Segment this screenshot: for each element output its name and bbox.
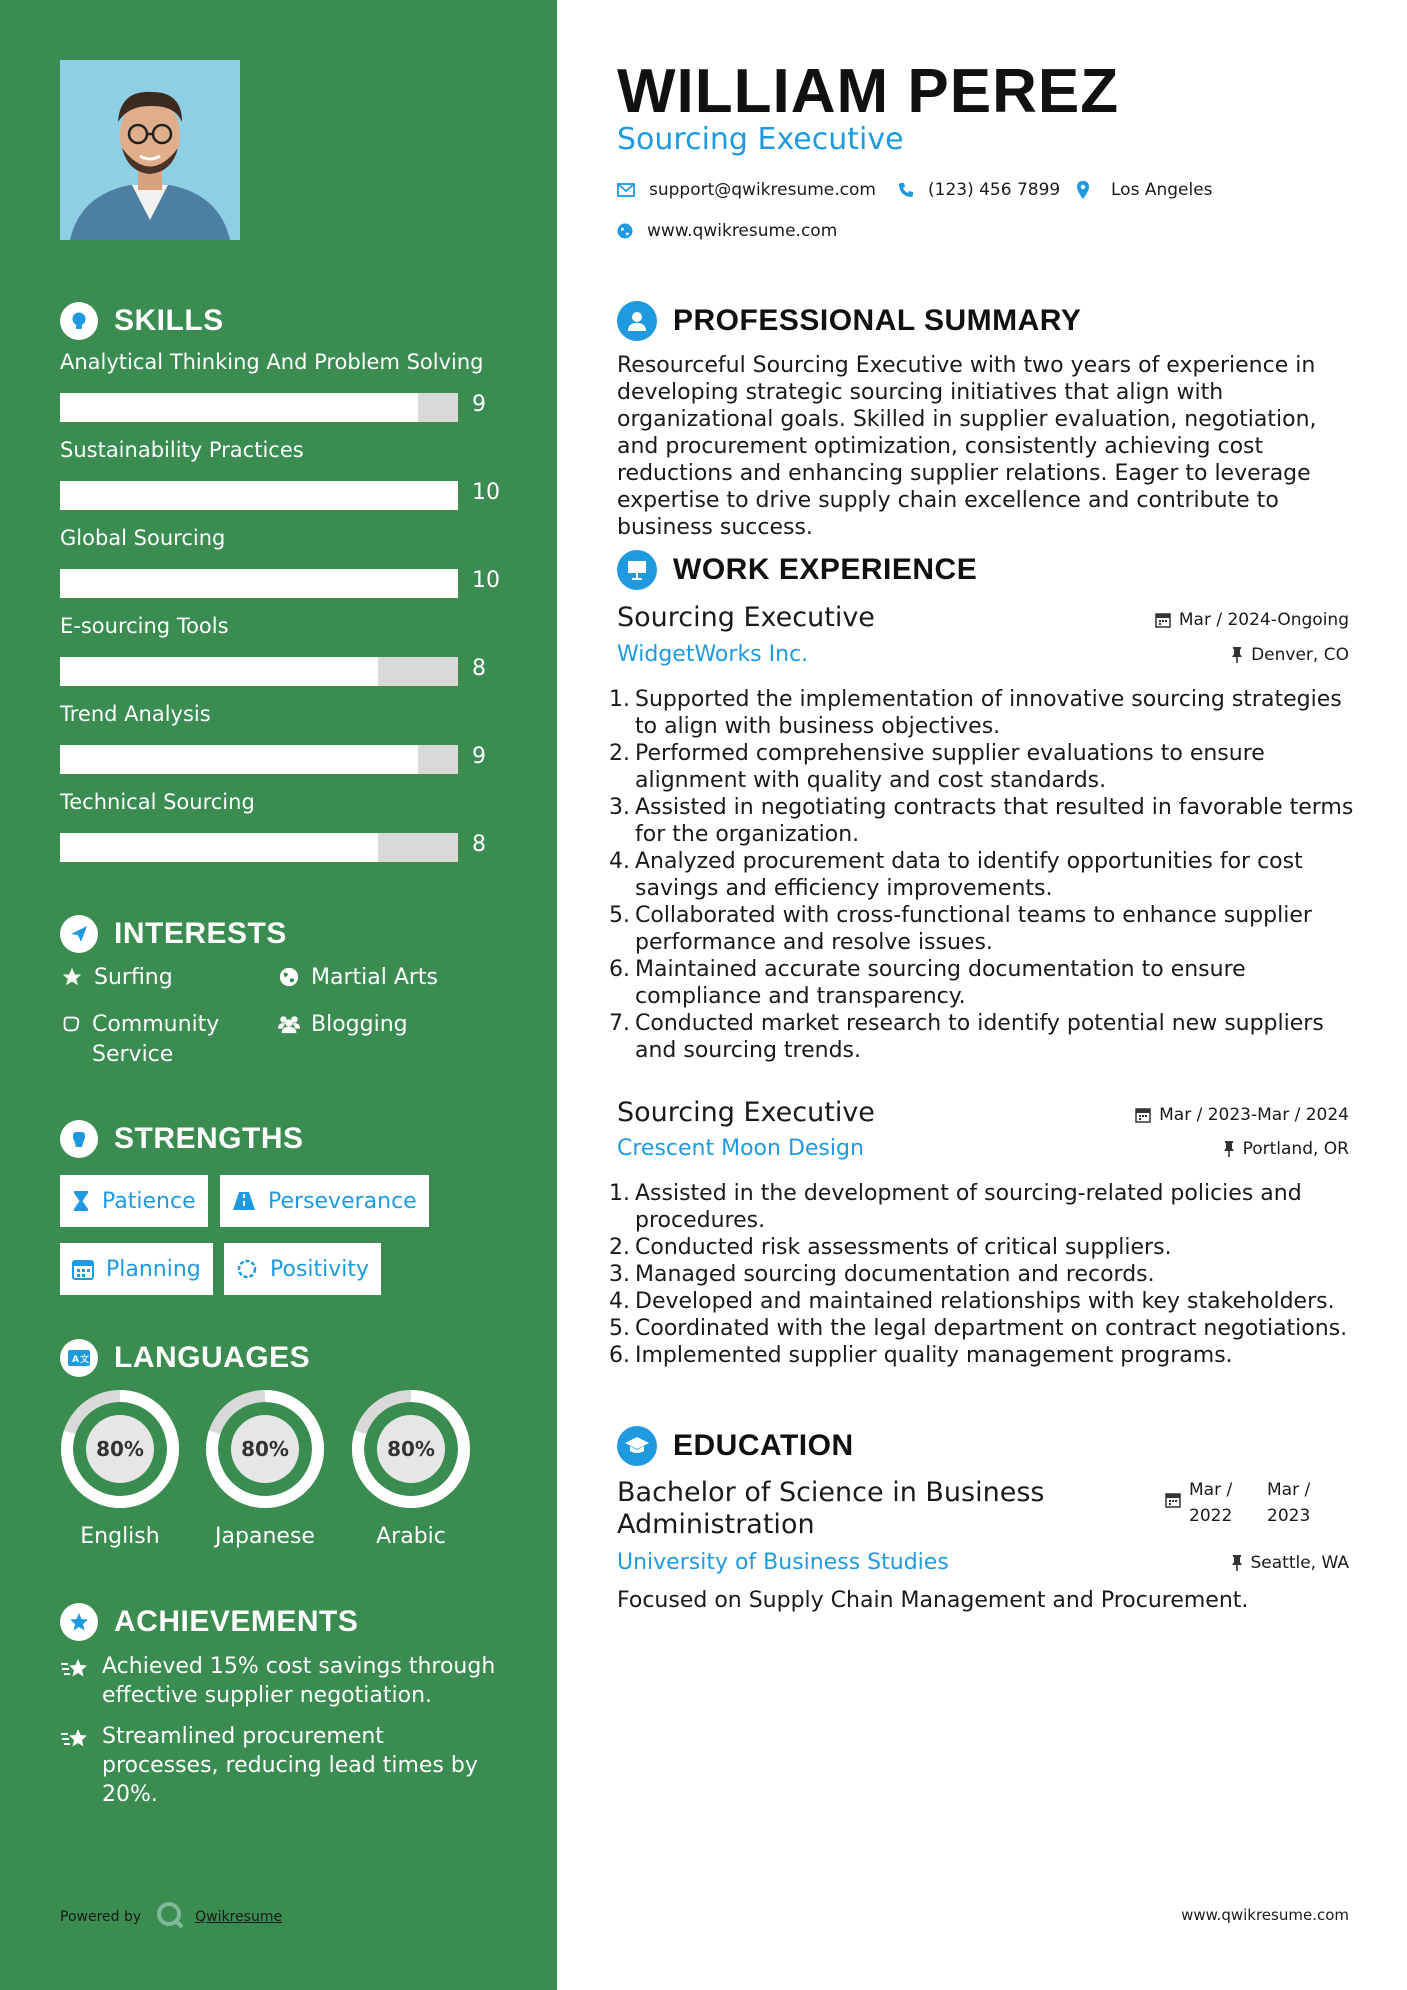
- strength-label: Perseverance: [268, 1188, 417, 1214]
- language-ring: [59, 1388, 181, 1510]
- users-icon: [277, 1010, 301, 1035]
- pushpin-icon: [1231, 1555, 1243, 1571]
- job-bullet: [609, 1180, 1355, 1234]
- language-name: Arabic: [376, 1524, 446, 1549]
- skill-label: Trend Analysis: [60, 702, 211, 726]
- bullet-number: 2.: [609, 1235, 630, 1260]
- bullet-number: 6.: [609, 957, 630, 982]
- skill-label: Global Sourcing: [60, 526, 226, 550]
- job-dates-text: Mar / 2024-Ongoing: [1178, 610, 1349, 630]
- job-bullet: [609, 902, 1355, 956]
- bullet-number: 4.: [609, 1289, 630, 1314]
- skill-bar: [60, 657, 458, 686]
- skill-value: 10: [472, 480, 500, 505]
- interests-title: INTERESTS: [114, 917, 287, 950]
- job-title: Sourcing Executive: [617, 602, 875, 633]
- website-text: www.qwikresume.com: [647, 221, 838, 241]
- bullet-text: Coordinated with the legal department on contract negotiations.: [635, 1316, 1348, 1341]
- skill-bar: [60, 481, 458, 510]
- bullet-text: Supported the implementation of innovative sourcing strategies to align with business objectives.: [635, 687, 1342, 739]
- bullet-text: Collaborated with cross-functional teams to enhance supplier performance and resolve issues.: [635, 903, 1312, 955]
- paper-plane-icon: [60, 915, 98, 953]
- qwikresume-link[interactable]: Qwikresume: [195, 1909, 283, 1925]
- job-bullet: [609, 740, 1355, 794]
- bullet-number: 5.: [609, 1316, 630, 1341]
- candidate-title: Sourcing Executive: [617, 122, 904, 157]
- language-item: [59, 1388, 181, 1549]
- powered-by-label: Powered by: [60, 1909, 142, 1925]
- education-location-text: Seattle, WA: [1250, 1553, 1349, 1573]
- languages-heading: [60, 1339, 310, 1377]
- interest-surfing: [60, 963, 173, 993]
- contact-website[interactable]: [617, 221, 837, 241]
- language-percent: 80%: [387, 1437, 435, 1461]
- job-bullet: [609, 1234, 1355, 1261]
- calendar-icon: [1135, 1107, 1151, 1123]
- job-bullet: [609, 686, 1355, 740]
- education-description: Focused on Supply Chain Management and Procurement.: [617, 1588, 1249, 1613]
- language-icon: [60, 1339, 98, 1377]
- bullet-text: Managed sourcing documentation and records.: [635, 1262, 1155, 1287]
- language-percent: 80%: [96, 1437, 144, 1461]
- bullet-number: 3.: [609, 795, 630, 820]
- hand-icon: [60, 1010, 82, 1035]
- bullet-number: 2.: [609, 741, 630, 766]
- interest-label: Surfing: [94, 965, 173, 990]
- achievements-heading: [60, 1603, 358, 1641]
- shooting-star-icon: [60, 1722, 90, 1760]
- skill-label: Technical Sourcing: [60, 790, 255, 814]
- skill-value: 10: [472, 568, 500, 593]
- bullet-text: Developed and maintained relationships with key stakeholders.: [635, 1289, 1335, 1314]
- bullet-number: 4.: [609, 849, 630, 874]
- strength-label: Planning: [106, 1256, 201, 1282]
- bullet-number: 7.: [609, 1011, 630, 1036]
- achievement-text: Achieved 15% cost savings through effective supplier negotiation.: [102, 1654, 496, 1708]
- skill-bar: [60, 833, 458, 862]
- job-location: [1231, 645, 1349, 665]
- skill-bar-fill: [60, 569, 458, 598]
- shooting-star-icon: [60, 1652, 90, 1690]
- skills-heading: [60, 302, 224, 340]
- job-bullets: [609, 686, 1355, 1064]
- language-percent: 80%: [241, 1437, 289, 1461]
- language-name: English: [80, 1524, 160, 1549]
- education-title: EDUCATION: [673, 1429, 854, 1462]
- job-location-text: Portland, OR: [1242, 1139, 1349, 1159]
- language-name: Japanese: [215, 1524, 315, 1549]
- education-end: Mar / 2023: [1267, 1480, 1311, 1526]
- job-bullet: [609, 1315, 1355, 1342]
- bullet-number: 1.: [609, 1181, 630, 1206]
- job-bullet: [609, 956, 1355, 1010]
- skill-bar: [60, 745, 458, 774]
- job-bullets: [609, 1180, 1355, 1369]
- map-pin-icon: [1077, 181, 1089, 199]
- skill-value: 8: [472, 656, 486, 681]
- education-start: Mar / 2022: [1189, 1480, 1233, 1526]
- interests-heading: [60, 915, 287, 953]
- phone-text: (123) 456 7899: [928, 180, 1061, 200]
- bullet-text: Implemented supplier quality management programs.: [635, 1343, 1233, 1368]
- svg-text:文: 文: [80, 1355, 90, 1365]
- strength-positivity: [224, 1243, 381, 1295]
- email-text: support@qwikresume.com: [649, 180, 876, 200]
- lightbulb-icon: [60, 302, 98, 340]
- bullet-text: Analyzed procurement data to identify opportunities for cost savings and efficiency improvements.: [635, 849, 1303, 901]
- achievement-text: Streamlined procurement processes, reducing lead times by 20%.: [102, 1724, 478, 1807]
- footer-website-link[interactable]: www.qwikresume.com: [1181, 1906, 1349, 1924]
- qwikresume-logo-icon: [155, 1900, 185, 1934]
- skill-bar-fill: [60, 745, 418, 774]
- user-icon: [617, 301, 657, 341]
- bullet-text: Conducted risk assessments of critical suppliers.: [635, 1235, 1172, 1260]
- calendar-icon: [1165, 1490, 1181, 1516]
- education-dates: [1165, 1477, 1337, 1529]
- language-ring: [350, 1388, 472, 1510]
- language-item: [204, 1388, 326, 1549]
- profile-photo: [60, 60, 240, 240]
- bullet-text: Assisted in negotiating contracts that resulted in favorable terms for the organization.: [635, 795, 1354, 847]
- job-bullet: [609, 1261, 1355, 1288]
- bullet-text: Conducted market research to identify potential new suppliers and sourcing trends.: [635, 1011, 1324, 1063]
- language-item: [350, 1388, 472, 1549]
- achievement-item: [60, 1722, 500, 1809]
- bullet-text: Performed comprehensive supplier evaluations to ensure alignment with quality and cost standards.: [635, 741, 1265, 793]
- hourglass-icon: [72, 1190, 90, 1212]
- achievement-item: [60, 1652, 500, 1710]
- pushpin-icon: [1231, 647, 1243, 663]
- strengths-heading: [60, 1120, 304, 1158]
- skill-value: 8: [472, 832, 486, 857]
- bullet-number: 3.: [609, 1262, 630, 1287]
- award-star-icon: [60, 1603, 98, 1641]
- job-bullet: [609, 1288, 1355, 1315]
- interest-blogging: [277, 1010, 408, 1040]
- achievements-title: ACHIEVEMENTS: [114, 1605, 359, 1638]
- interest-martial-arts: [277, 963, 438, 993]
- languages-title: LANGUAGES: [114, 1341, 311, 1374]
- job-title: Sourcing Executive: [617, 1097, 875, 1128]
- job-dates: [1155, 610, 1349, 630]
- circle-notch-icon: [236, 1258, 258, 1280]
- strength-label: Patience: [102, 1188, 196, 1214]
- pushpin-icon: [1223, 1141, 1235, 1157]
- job-company: WidgetWorks Inc.: [617, 642, 809, 667]
- job-bullet: [609, 794, 1355, 848]
- svg-text:A: A: [72, 1355, 79, 1365]
- strength-label: Positivity: [270, 1256, 370, 1282]
- skill-value: 9: [472, 392, 486, 417]
- skill-label: Sustainability Practices: [60, 438, 304, 462]
- road-icon: [232, 1191, 256, 1211]
- bullet-text: Maintained accurate sourcing documentation to ensure compliance and transparency.: [635, 957, 1246, 1009]
- bullet-number: 5.: [609, 903, 630, 928]
- degree-title: Bachelor of Science in Business Administration: [617, 1477, 1045, 1540]
- job-location-text: Denver, CO: [1251, 645, 1349, 665]
- experience-heading: [617, 550, 977, 590]
- skill-value: 9: [472, 744, 486, 769]
- contact-location: [1077, 180, 1213, 200]
- sidebar: [0, 0, 557, 1990]
- graduation-cap-icon: [617, 1426, 657, 1466]
- strengths-title: STRENGTHS: [114, 1122, 304, 1155]
- experience-title: WORK EXPERIENCE: [673, 553, 978, 586]
- summary-title: PROFESSIONAL SUMMARY: [673, 304, 1082, 337]
- language-ring: [204, 1388, 326, 1510]
- skill-bar-fill: [60, 481, 458, 510]
- job-location: [1223, 1139, 1349, 1159]
- calendar-icon: [72, 1258, 94, 1280]
- bullet-number: 1.: [609, 687, 630, 712]
- skill-bar-fill: [60, 657, 378, 686]
- phone-icon: [898, 182, 914, 198]
- star-icon: [60, 963, 84, 988]
- presentation-icon: [617, 550, 657, 590]
- skill-label: Analytical Thinking And Problem Solving: [60, 350, 484, 374]
- job-bullet: [609, 1342, 1355, 1369]
- job-bullet: [609, 848, 1355, 902]
- job-dates-text: Mar / 2023-Mar / 2024: [1159, 1105, 1349, 1125]
- education-location: [1231, 1553, 1350, 1573]
- interest-label: Martial Arts: [311, 965, 439, 990]
- school-name: University of Business Studies: [617, 1550, 949, 1575]
- envelope-icon: [617, 183, 635, 197]
- summary-text: Resourceful Sourcing Executive with two years of experience in developing strategic sourcing initiatives that align with organizational goals. Skilled in supplier evaluation, negotiation, and procurement optimization, consistently achieving cost reductions and enhancing supplier relations. Eager to leverage expertise to drive supply chain excellence and contribute to business success.: [617, 353, 1317, 540]
- skills-title: SKILLS: [114, 304, 224, 337]
- strength-planning: [60, 1243, 213, 1295]
- interest-label: Community Service: [92, 1012, 220, 1067]
- bullet-number: 6.: [609, 1343, 630, 1368]
- contact-email[interactable]: [617, 180, 876, 200]
- globe-icon: [617, 223, 633, 239]
- skill-bar: [60, 569, 458, 598]
- bullet-text: Assisted in the development of sourcing-related policies and procedures.: [635, 1181, 1302, 1233]
- strength-perseverance: [220, 1175, 429, 1227]
- skill-bar-fill: [60, 833, 378, 862]
- skill-label: E-sourcing Tools: [60, 614, 229, 638]
- location-text: Los Angeles: [1111, 180, 1213, 200]
- job-bullet: [609, 1010, 1355, 1064]
- skill-bar: [60, 393, 458, 422]
- powered-by: [60, 1900, 282, 1934]
- globe-icon: [277, 963, 301, 988]
- education-heading: [617, 1426, 854, 1466]
- job-company: Crescent Moon Design: [617, 1136, 864, 1161]
- fist-icon: [60, 1120, 98, 1158]
- strength-patience: [60, 1175, 208, 1227]
- job-dates: [1135, 1105, 1349, 1125]
- calendar-icon: [1155, 612, 1171, 628]
- candidate-name: WILLIAM PEREZ: [617, 57, 1120, 126]
- interest-label: Blogging: [311, 1012, 408, 1037]
- summary-heading: [617, 301, 1081, 341]
- skill-bar-fill: [60, 393, 418, 422]
- interest-community-service: [60, 1010, 250, 1070]
- contact-phone[interactable]: [898, 180, 1060, 200]
